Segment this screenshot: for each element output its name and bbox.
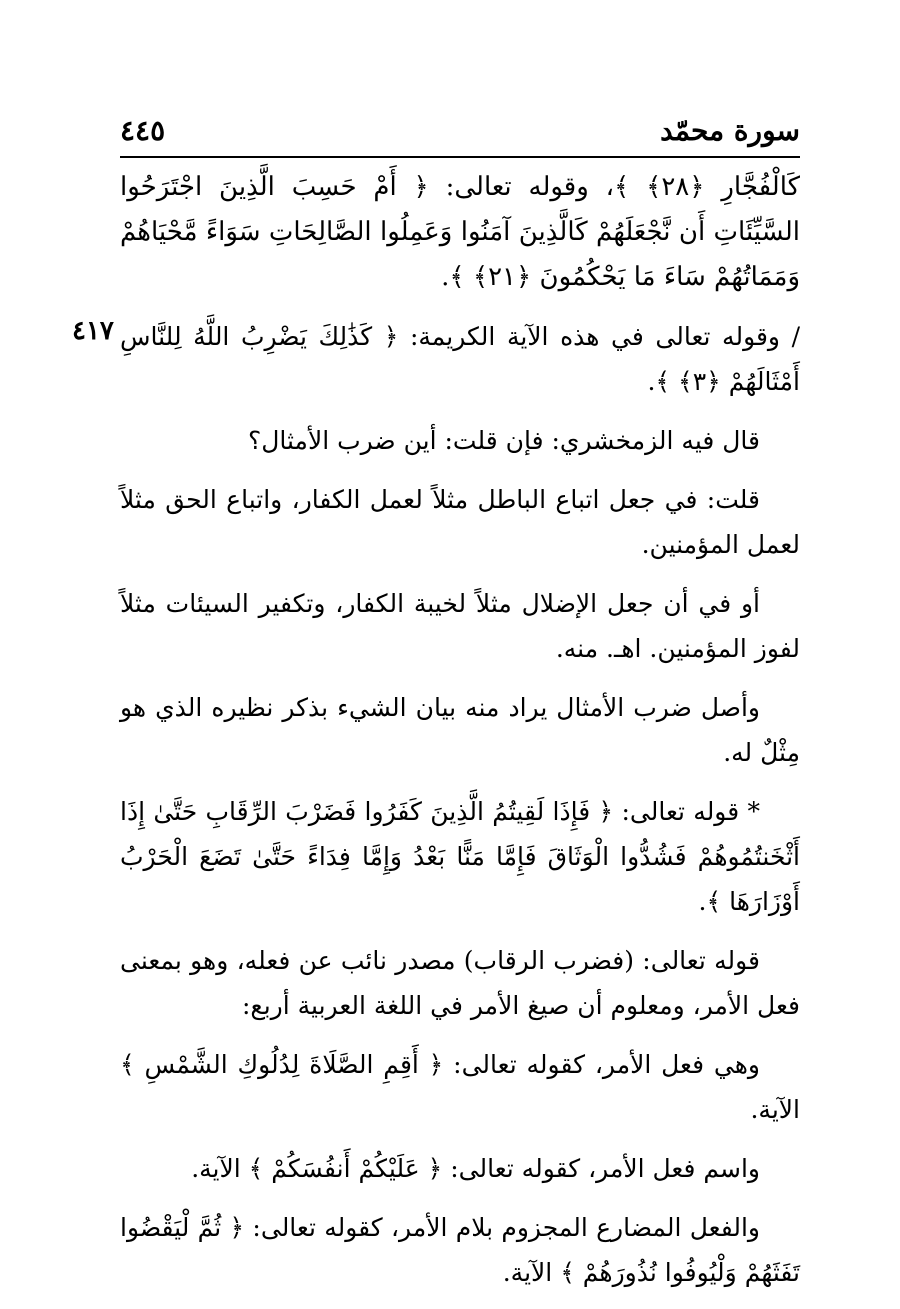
paragraph-ism-fil-amr: واسم فعل الأمر، كقوله تعالى: ﴿ عَلَيْكُمْ أَنفُسَكُمْ ﴾ الآية. [191, 1154, 760, 1183]
paragraph-verse-continuation: كَالْفُجَّارِ ﴿٢٨﴾ ﴾، وقوله تعالى: ﴿ أَمْ حَسِبَ الَّذِينَ اجْتَرَحُوا السَّيِّئَاتِ أَن نَّجْعَلَهُمْ كَالَّذِينَ آمَنُوا وَعَمِلُوا الصَّالِحَاتِ سَوَاءً مَّحْيَاهُمْ وَمَمَاتُهُمْ سَاءَ مَا يَحْكُمُونَ ﴿٢١﴾ ﴾. [120, 172, 800, 292]
header-rule [120, 156, 800, 158]
paragraph-zamakhshari: قال فيه الزمخشري: فإن قلت: أين ضرب الأمثال؟ [247, 426, 760, 455]
paragraph-verse-riqab: * قوله تعالى: ﴿ فَإِذَا لَقِيتُمُ الَّذِينَ كَفَرُوا فَضَرْبَ الرِّقَابِ حَتَّىٰ إِذَا أَثْخَنتُمُوهُمْ فَشُدُّوا الْوَثَاقَ فَإِمَّا مَنًّا بَعْدُ وَإِمَّا فِدَاءً حَتَّىٰ تَضَعَ الْحَرْبُ أَوْزَارَهَا ﴾. [120, 797, 800, 916]
paragraph-fil-amr: وهي فعل الأمر، كقوله تعالى: ﴿ أَقِمِ الصَّلَاةَ لِدُلُوكِ الشَّمْسِ ﴾ الآية. [120, 1050, 800, 1124]
margin-reference-number: ٤١٧ [72, 316, 114, 346]
paragraph-answer-one: قلت: في جعل اتباع الباطل مثلاً لعمل الكفار، واتباع الحق مثلاً لعمل المؤمنين. [120, 485, 800, 559]
paragraph-masdar-explanation: قوله تعالى: (فضرب الرقاب) مصدر نائب عن فعله، وهو بمعنى فعل الأمر، ومعلوم أن صيغ الأمر في اللغة العربية أربع: [120, 946, 800, 1020]
paragraph-origin-of-parables: وأصل ضرب الأمثال يراد منه بيان الشيء بذكر نظيره الذي هو مِثْلٌ له. [120, 693, 800, 767]
page-body [120, 165, 800, 1309]
page-header [120, 112, 800, 152]
paragraph-answer-two: أو في أن جعل الإضلال مثلاً لخيبة الكفار، وتكفير السيئات مثلاً لفوز المؤمنين. اهـ. منه. [120, 589, 800, 663]
surah-title: سورة محمّد [660, 114, 800, 147]
page-number: ٤٤٥ [120, 114, 166, 147]
paragraph-verse-amthal: / وقوله تعالى في هذه الآية الكريمة: ﴿ كَذَٰلِكَ يَضْرِبُ اللَّهُ لِلنَّاسِ أَمْثَالَهُمْ ﴿٣﴾ ﴾. [120, 322, 800, 396]
paragraph-mudari-majzum: والفعل المضارع المجزوم بلام الأمر، كقوله تعالى: ﴿ ثُمَّ لْيَقْضُوا تَفَثَهُمْ وَلْيُوفُوا نُذُورَهُمْ ﴾ الآية. [120, 1213, 800, 1287]
